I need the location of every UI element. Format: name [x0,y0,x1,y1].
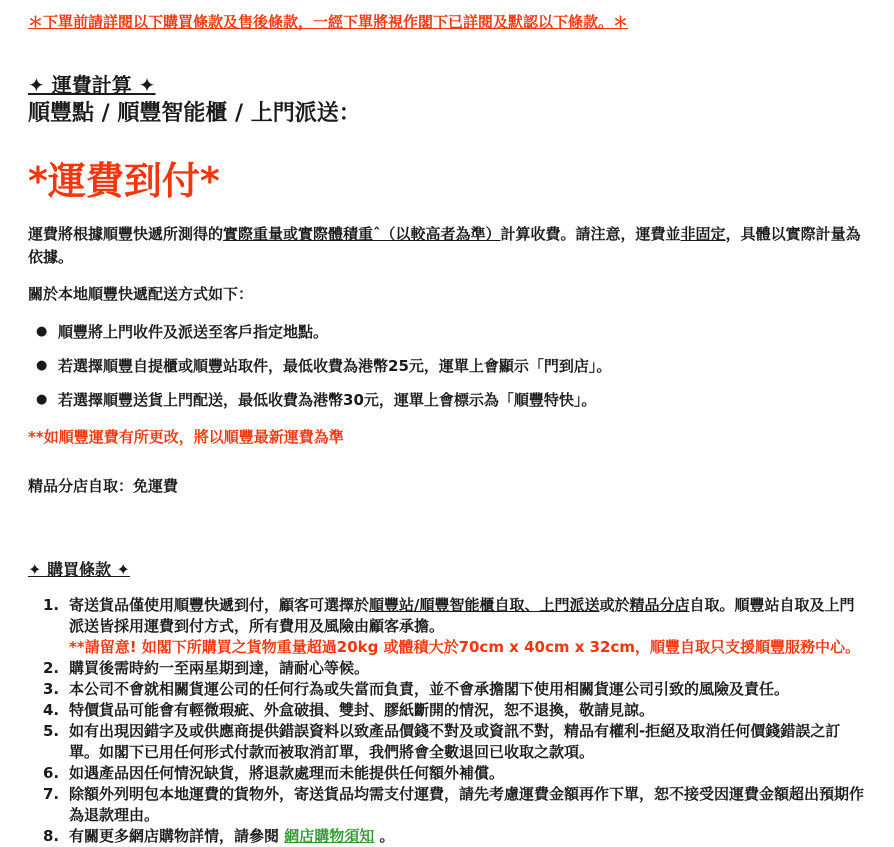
terms-item-2 [43,658,868,679]
delivery-methods-intro: 關於本地順豐快遞配送方式如下： [28,285,254,303]
terms-text-run: 自取。順豐站自取及上門派送皆採用運費到付方式，所有費用及風險由顧客承擔。 [69,596,855,635]
item-number: 2. [43,659,60,677]
terms-item-8-body [69,826,868,847]
terms-item-3 [43,679,868,700]
bullet-icon: ● [36,324,48,339]
calc-text-run: 運費將根據順豐快遞所測得的 [28,225,224,243]
terms-underlined-boutique: 精品分店 [629,596,690,614]
item-number: 5. [43,722,60,740]
bullet-icon: ● [36,392,48,407]
item-number: 1. [43,596,60,614]
item-number: 3. [43,680,60,698]
delivery-method-home-delivery: 若選擇順豐送貨上門配送，最低收費為港幣30元，運單上會標示為「順豐特快」。 [58,391,597,409]
terms-section [28,559,868,847]
terms-item-6 [43,763,868,784]
store-pickup-free-note: 精品分店自取：免運費 [28,477,179,495]
item-number: 4. [43,701,60,719]
terms-item-2-body: 購買後需時約一至兩星期到達，請耐心等候。 [69,659,370,677]
terms-item-5 [43,721,868,763]
freight-collect-banner: *運費到付* [28,159,220,203]
delivery-methods-list [28,322,868,410]
delivery-method-door-pickup: 順豐將上門收件及派送至客戶指定地點。 [58,323,329,341]
list-item [36,390,868,410]
delivery-method-locker-station: 若選擇順豐自提櫃或順豐站取件，最低收費為港幣25元，運單上會顯示「門到店」。 [58,357,612,375]
top-order-notice: ＊下單前請詳閱以下購買條款及售後條款，一經下單將視作閣下已詳閱及默認以下條款。＊ [28,13,629,31]
terms-item-7 [43,784,868,826]
item-number: 8. [43,827,60,845]
item-number: 7. [43,785,60,803]
terms-item-3-body: 本公司不會就相關貨運公司的任何行為或失當而負責，並不會承擔閣下使用相關貨運公司引致的風險及責任。 [69,680,790,698]
fee-calculation-paragraph [28,223,866,269]
calc-text-run: 計算收費。請注意，運費並 [500,225,681,243]
terms-item-1-body [69,595,868,658]
list-item [36,322,868,342]
purchase-terms-heading: ✦ 購買條款 ✦ [28,560,130,579]
fee-change-warning: **如順豐運費有所更改，將以順豐最新運費為準 [28,428,344,446]
terms-text-run: 或於 [599,596,630,614]
terms-underlined-sf-options: 順豐站/順豐智能櫃自取、上門派送 [369,596,600,614]
calc-underlined-weight: 實際重量或實際體積重ˆ（以較高者為準） [223,225,501,243]
terms-item-4 [43,700,868,721]
list-item [36,356,868,376]
shipping-methods-subheading: 順豐點 / 順豐智能櫃 / 上門派送： [28,101,361,126]
terms-text-run: 寄送貨品僅使用順豐快遞到付，顧客可選擇於 [69,596,370,614]
shipping-section [28,72,868,496]
weight-size-limit-warning: **請留意! 如閣下所購買之貨物重量超過20kg 或體積大於70cm x 40cm x 32cm，順豐自取只支援順豐服務中心。 [69,638,860,656]
terms-item-8 [43,826,868,847]
item-number: 6. [43,764,60,782]
terms-item-4-body: 特價貨品可能會有輕微瑕疵、外盒破損、雙封、膠紙斷開的情況，恕不退換，敬請見諒。 [69,701,655,719]
shipping-section-heading: ✦ 運費計算 ✦ [28,73,156,97]
bullet-icon: ● [36,358,48,373]
calc-text-run: ，具體以實際計量為依據。 [28,225,861,266]
terms-text-run: 。 [374,827,395,845]
terms-item-6-body: 如遇產品因任何情況缺貨，將退款處理而未能提供任何額外補償。 [69,764,505,782]
calc-underlined-not-fixed: 非固定 [680,225,726,243]
purchase-terms-list [43,595,868,847]
terms-item-1 [43,595,868,658]
terms-text-run: 有關更多網店購物詳情，請參閱 [69,827,285,845]
store-guide-link[interactable]: 網店購物須知 [284,827,375,845]
terms-item-5-body: 如有出現因錯字及或供應商提供錯誤資料以致產品價錢不對及或資訊不對，精品有權利-拒絕及取消任何價錢錯誤之訂單。如閣下已用任何形式付款而被取消訂單，我們將會全數退回已收取之款項。 [69,722,841,761]
terms-item-7-body: 除額外列明包本地運費的貨物外，寄送貨品均需支付運費，請先考慮運費金額再作下單，恕不接受因運費金額超出預期作為退款理由。 [69,785,865,824]
